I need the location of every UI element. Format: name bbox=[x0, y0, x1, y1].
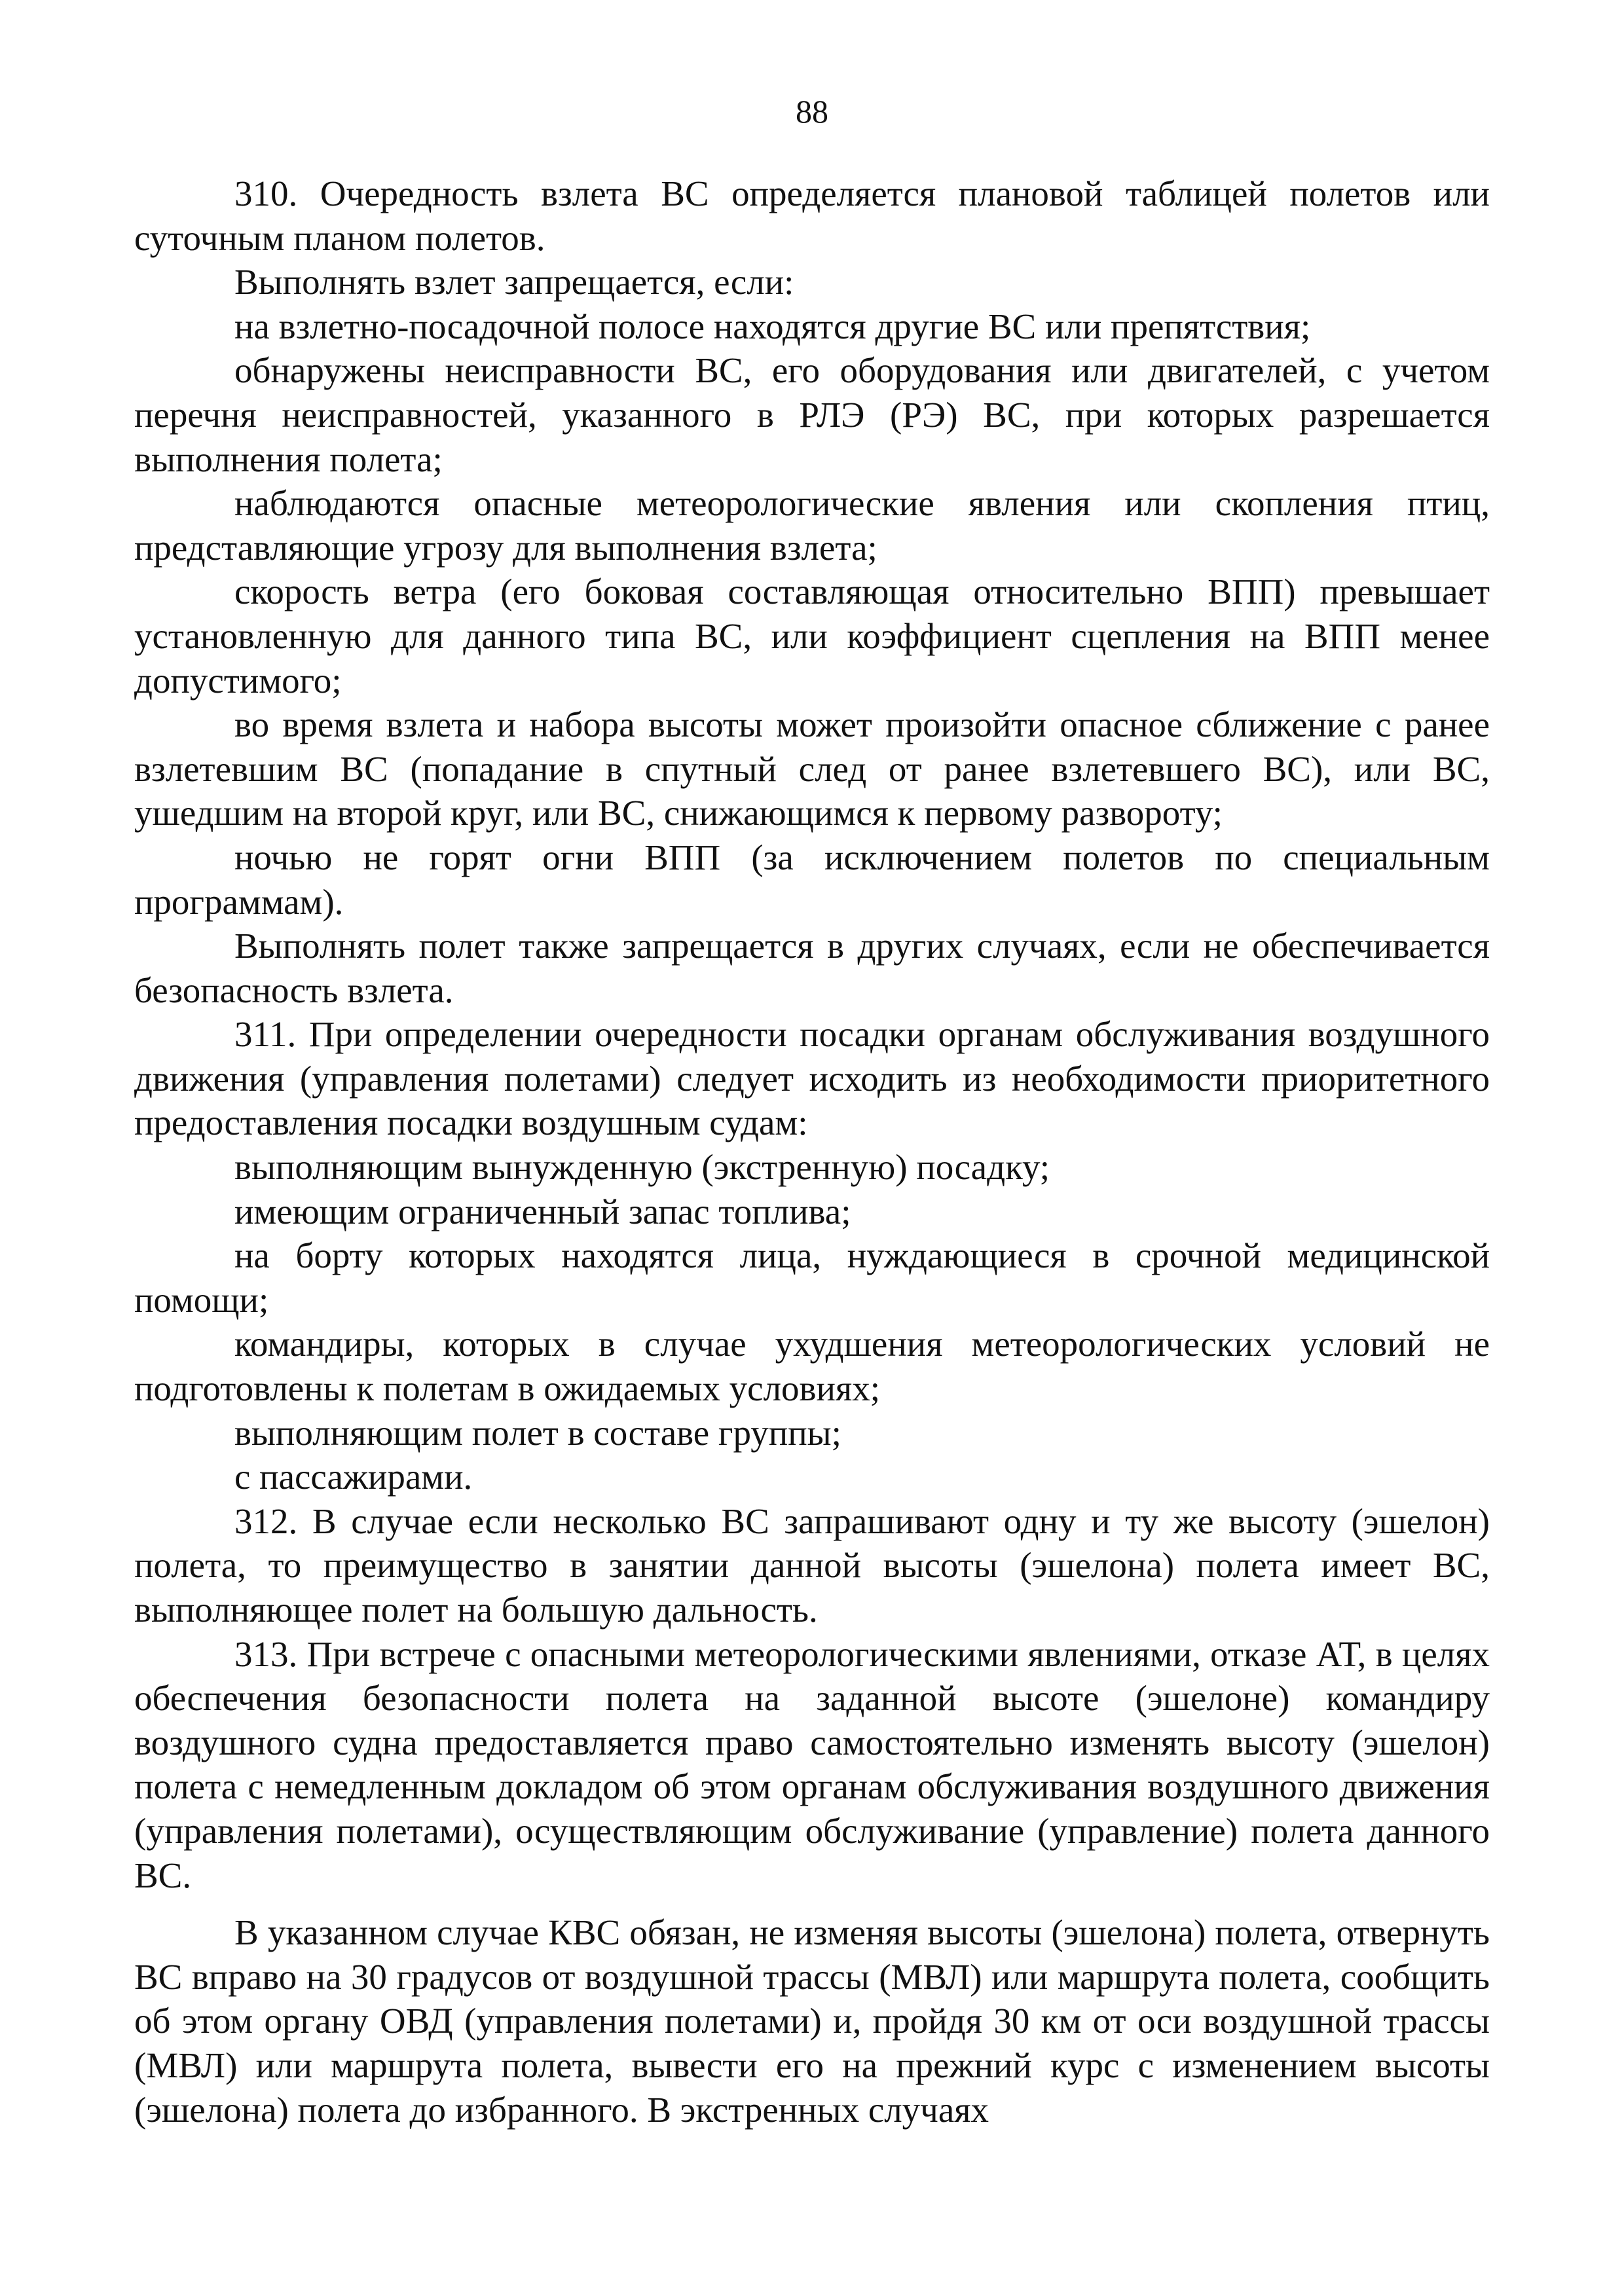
list-item: ночью не горят огни ВПП (за исключением полетов по специальным программам). bbox=[134, 837, 1490, 922]
list-item: выполняющим полет в составе группы; bbox=[234, 1412, 841, 1453]
paragraph-311: 311. При определении очередности посадки органам обслуживания воздушного движения (управления полетами) следует исходить из необходимости приоритетного предоставления посадки воздушным судам: bbox=[134, 1014, 1490, 1143]
list-item: на взлетно-посадочной полосе находятся другие ВС или препятствия; bbox=[234, 306, 1311, 346]
document-body bbox=[134, 172, 1490, 2132]
paragraph-312: 312. В случае если несколько ВС запрашивают одну и ту же высоту (эшелон) полета, то преимущество в занятии данной высоты (эшелона) полета имеет ВС, выполняющее полет на большую дальность. bbox=[134, 1501, 1490, 1630]
list-item: имеющим ограниченный запас топлива; bbox=[234, 1191, 851, 1231]
list-item: скорость ветра (его боковая составляющая относительно ВПП) превышает установленную для данного типа ВС, или коэффициент сцепления на ВПП менее допустимого; bbox=[134, 572, 1490, 701]
list-item: наблюдаются опасные метеорологические явления или скопления птиц, представляющие угрозу для выполнения взлета; bbox=[134, 483, 1490, 568]
list-item: командиры, которых в случае ухудшения метеорологических условий не подготовлены к полетам в ожидаемых условиях; bbox=[134, 1324, 1490, 1409]
paragraph-takeoff-prohibited: Выполнять взлет запрещается, если: bbox=[234, 262, 794, 302]
document-page bbox=[134, 0, 1490, 2296]
list-item: во время взлета и набора высоты может произойти опасное сближение с ранее взлетевшим ВС (попадание в спутный след от ранее взлетевшего ВС), или ВС, ушедшим на второй круг, или ВС, снижающимся к первому развороту; bbox=[134, 704, 1490, 833]
paragraph-313-continuation: В указанном случае КВС обязан, не изменяя высоты (эшелона) полета, отвернуть ВС вправо на 30 градусов от воздушной трассы (МВЛ) или маршрута полета, сообщить об этом органу ОВД (управления полетами) и, пройдя 30 км от оси воздушной трассы (МВЛ) или маршрута полета, вывести его на прежний курс с изменением высоты (эшелона) полета до избранного. В экстренных случаях bbox=[134, 1912, 1490, 2130]
list-item: обнаружены неисправности ВС, его оборудования или двигателей, с учетом перечня неисправностей, указанного в РЛЭ (РЭ) ВС, при которых разрешается выполнения полета; bbox=[134, 350, 1490, 479]
page-number: 88 bbox=[796, 93, 828, 130]
paragraph-flight-prohibited: Выполнять полет также запрещается в других случаях, если не обеспечивается безопасность взлета. bbox=[134, 926, 1490, 1010]
paragraph-310: 310. Очередность взлета ВС определяется плановой таблицей полетов или суточным планом полетов. bbox=[134, 173, 1490, 258]
paragraph-313: 313. При встрече с опасными метеорологическими явлениями, отказе АТ, в целях обеспечения безопасности полета на заданной высоте (эшелоне) командиру воздушного судна предоставляется право самостоятельно изменять высоту (эшелон) полета с немедленным докладом об этом органам обслуживания воздушного движения (управления полетами), осуществляющим обслуживание (управление) полета данного ВС. bbox=[134, 1633, 1490, 1895]
list-item: выполняющим вынужденную (экстренную) посадку; bbox=[234, 1147, 1050, 1188]
list-item: с пассажирами. bbox=[234, 1457, 473, 1497]
list-item: на борту которых находятся лица, нуждающиеся в срочной медицинской помощи; bbox=[134, 1235, 1490, 1320]
